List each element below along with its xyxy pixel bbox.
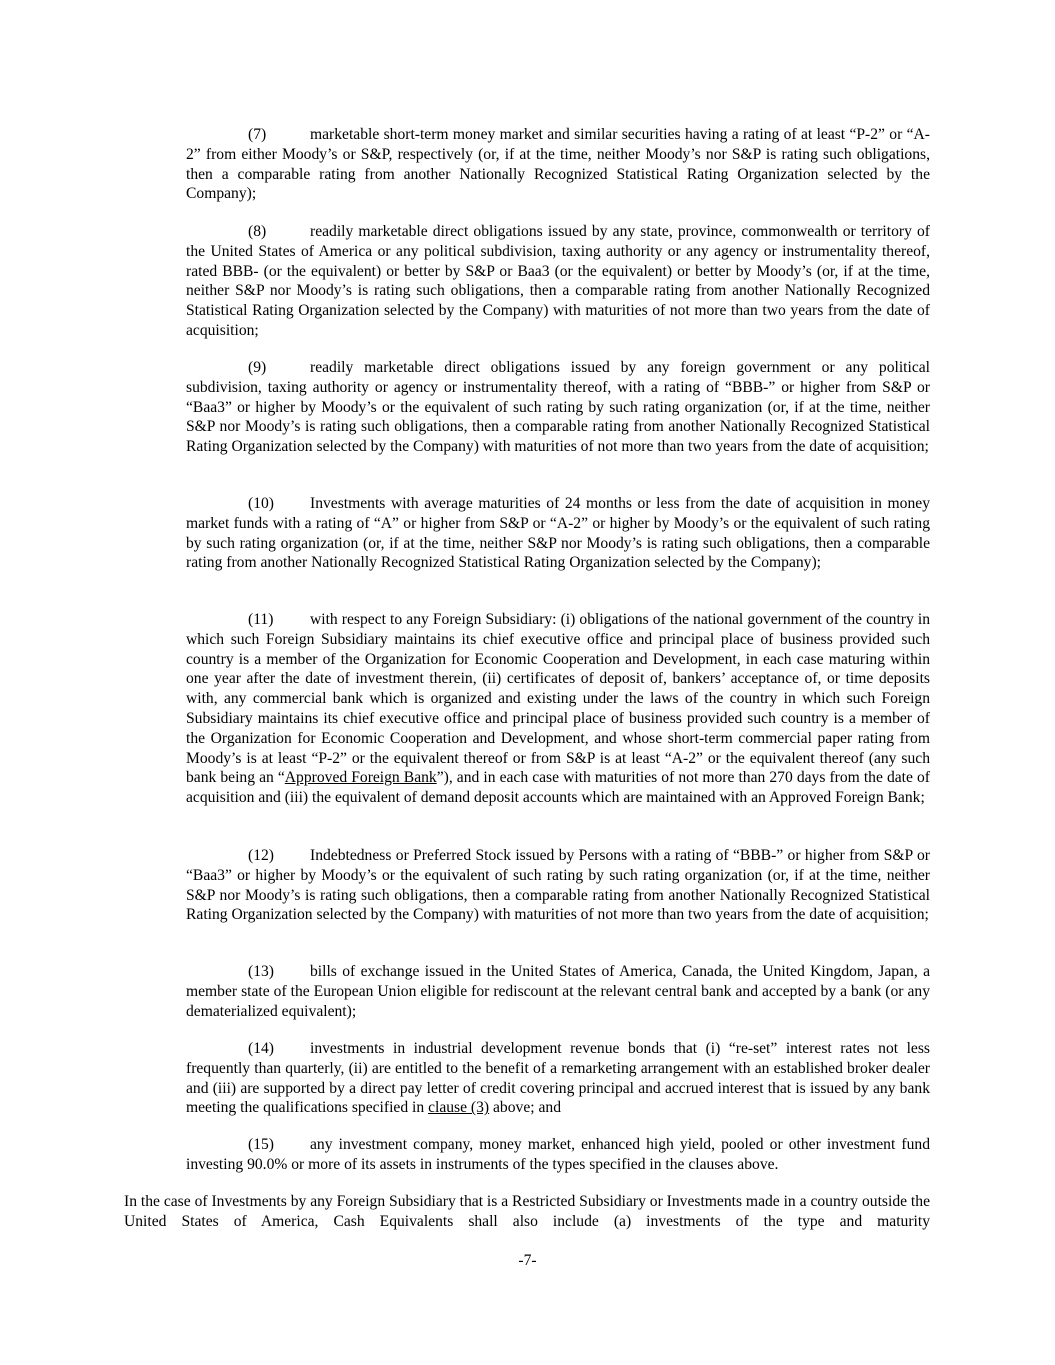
clause-text-continued: ”), and in each case with maturities of not more than 270 days from the date of acquisition and (iii) the equivalent of demand deposit accounts which are maintained with an Approved Foreign Bank; bbox=[186, 769, 930, 807]
clause-text-continued: above; and bbox=[489, 1099, 561, 1117]
clause-text: with respect to any Foreign Subsidiary: (i) obligations of the national government of the country in which such Foreign Subsidiary maintains its chief executive office and principal place of business provided such country is a member of the Organization for Economic Cooperation and Development, in each case maturing within one year after the date of investment therein, (ii) certificates of deposit of, bankers’ acceptance of, or time deposits with, any commercial bank which is organized and existing under the laws of the country in which such Foreign Subsidiary maintains its chief executive office and principal place of business provided such country is a member of the Organization for Economic Cooperation and Development, and whose short-term commercial paper rating from Moody’s is at least “P-2” or the equivalent thereof or from S&P is at least “A-2” or the equivalent thereof (any such bank being an “ bbox=[186, 611, 930, 787]
clause-9 bbox=[186, 358, 930, 457]
clause-number: (15) bbox=[248, 1136, 274, 1153]
clause-text: Investments with average maturities of 24 months or less from the date of acquisition in money market funds with a rating of “A” or higher from S&P or “A-2” or higher by Moody’s or the equivalent of such rating by such rating organization (or, if at the time, neither S&P nor Moody’s is rating such obligations, then a comparable rating from another Nationally Recognized Statistical Rating Organization selected by the Company); bbox=[186, 495, 930, 572]
clause-text: marketable short-term money market and similar securities having a rating of at least “P-2” or “A-2” from either Moody’s or S&P, respectively (or, if at the time, neither Moody’s nor S&P is rating such obligations, then a comparable rating from another Nationally Recognized Statistical Rating Organization selected by the Company); bbox=[186, 126, 930, 203]
clause-text: investments in industrial development revenue bonds that (i) “re-set” interest rates not less frequently than quarterly, (ii) are entitled to the benefit of a remarketing arrangement with an established broker dealer and (iii) are supported by a direct pay letter of credit covering principal and accrued interest that is issued by any bank meeting the qualifications specified in bbox=[186, 1040, 930, 1117]
clause-text: readily marketable direct obligations issued by any state, province, commonwealth or territory of the United States of America or any political subdivision, taxing authority or any agency or instrumentality thereof, rated BBB- (or the equivalent) or better by S&P or Baa3 (or the equivalent) or better by Moody’s (or, if at the time, neither S&P nor Moody’s is rating such obligations, then a comparable rating from another Nationally Recognized Statistical Rating Organization selected by the Company) with maturities of not more than two years from the date of acquisition; bbox=[186, 223, 930, 339]
clause-number: (7) bbox=[248, 126, 267, 143]
clause-11 bbox=[186, 610, 930, 808]
clause-number: (11) bbox=[248, 611, 274, 628]
clause-number: (14) bbox=[248, 1040, 274, 1057]
page-number: -7- bbox=[518, 1252, 537, 1269]
clause-10 bbox=[186, 494, 930, 573]
closing-paragraph: In the case of Investments by any Foreign Subsidiary that is a Restricted Subsidiary or Investments made in a country outside the United States of America, Cash Equivalents shall also include (a) investments of the type and maturity bbox=[124, 1193, 930, 1230]
clause-number: (8) bbox=[248, 223, 267, 240]
defined-term-approved-foreign-bank: Approved Foreign Bank bbox=[284, 769, 437, 787]
clause-number: (9) bbox=[248, 359, 267, 376]
clause-13 bbox=[186, 962, 930, 1021]
clause-12 bbox=[186, 846, 930, 925]
cross-reference-clause-3: clause (3) bbox=[428, 1099, 490, 1117]
clause-text: bills of exchange issued in the United States of America, Canada, the United Kingdom, Japan, a member state of the European Union eligible for rediscount at the relevant central bank and accepted by a bank (or any dematerialized equivalent); bbox=[186, 963, 930, 1020]
clause-15 bbox=[186, 1135, 930, 1175]
clause-14 bbox=[186, 1039, 930, 1118]
clause-text: any investment company, money market, enhanced high yield, pooled or other investment fund investing 90.0% or more of its assets in instruments of the types specified in the clauses above. bbox=[186, 1136, 930, 1173]
clause-number: (13) bbox=[248, 963, 274, 980]
clause-7 bbox=[186, 125, 930, 204]
clause-number: (12) bbox=[248, 847, 274, 864]
clause-text: readily marketable direct obligations issued by any foreign government or any political subdivision, taxing authority or agency or instrumentality thereof, with a rating of “BBB-” or higher from S&P or “Baa3” or higher by Moody’s or the equivalent of such rating by such rating organization (or, if at the time, neither S&P nor Moody’s is rating such obligations, then a comparable rating from another Nationally Recognized Statistical Rating Organization selected by the Company) with maturities of not more than two years from the date of acquisition; bbox=[186, 359, 930, 456]
clause-text: Indebtedness or Preferred Stock issued by Persons with a rating of “BBB-” or higher from S&P or “Baa3” or higher by Moody’s or the equivalent of such rating by such rating organization (or, if at the time, neither S&P nor Moody’s is rating such obligations, then a comparable rating from another Nationally Recognized Statistical Rating Organization selected by the Company) with maturities of not more than two years from the date of acquisition; bbox=[186, 847, 930, 924]
clause-8 bbox=[186, 222, 930, 341]
clause-number: (10) bbox=[248, 495, 274, 512]
